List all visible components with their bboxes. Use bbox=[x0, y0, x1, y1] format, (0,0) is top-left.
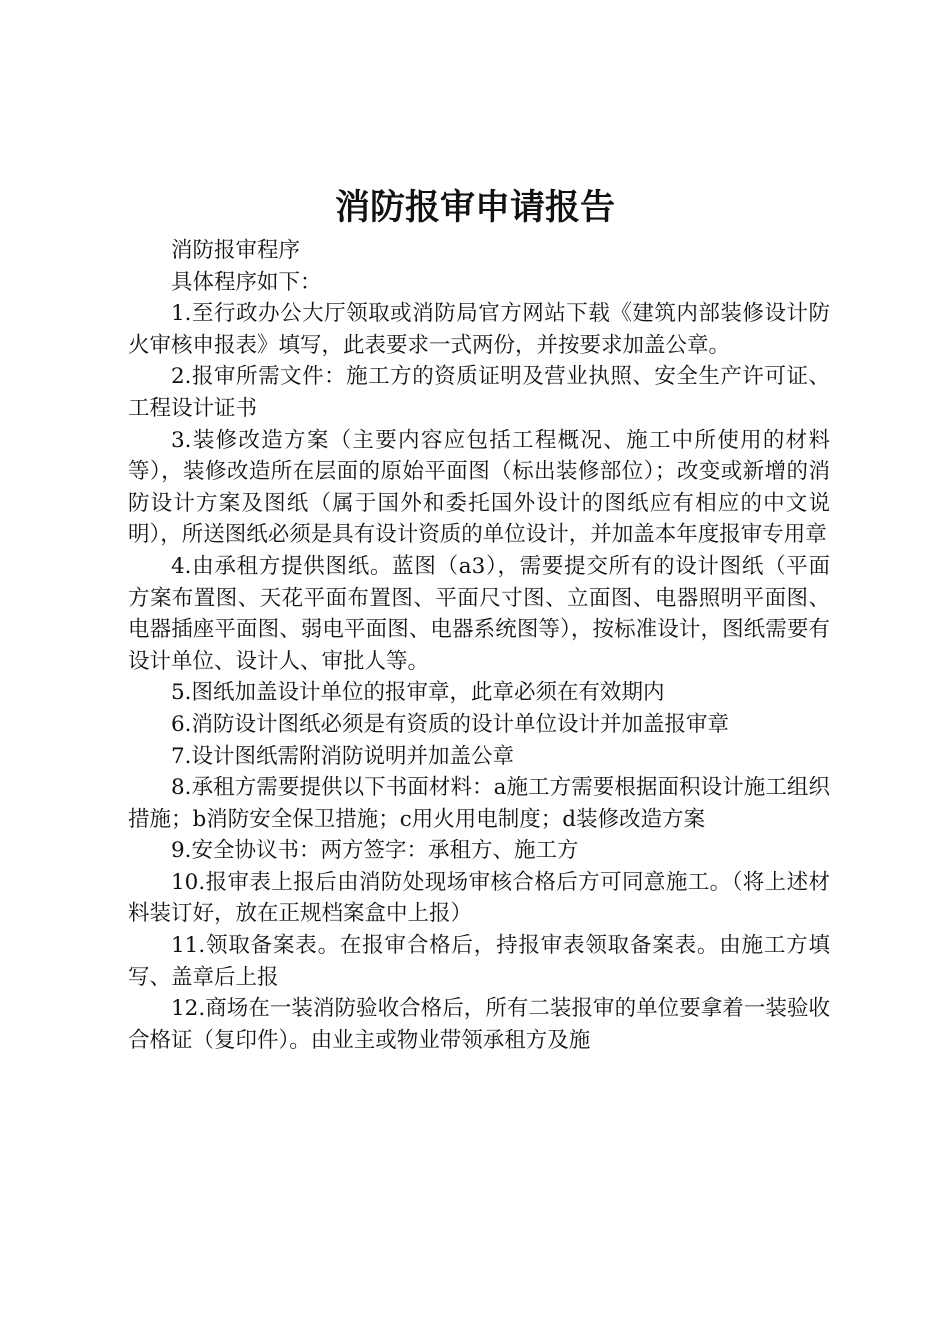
paragraph-step-6: 6.消防设计图纸必须是有资质的设计单位设计并加盖报审章 bbox=[171, 711, 730, 737]
paragraph-step-7: 7.设计图纸需附消防说明并加盖公章 bbox=[171, 743, 515, 769]
paragraph-step-12: 12.商场在一装消防验收合格后，所有二装报审的单位要拿着一装验收合格证（复印件）。由业主或物业带领承租方及施 bbox=[128, 996, 830, 1053]
paragraph-step-11: 11.领取备案表。在报审合格后，持报审表领取备案表。由施工方填写、盖章后上报 bbox=[128, 933, 830, 990]
paragraph-step-1: 1.至行政办公大厅领取或消防局官方网站下载《建筑内部装修设计防火审核申报表》填写，此表要求一式两份，并按要求加盖公章。 bbox=[128, 301, 830, 358]
paragraph-procedure-heading: 消防报审程序 bbox=[171, 238, 301, 263]
paragraph-procedure-intro: 具体程序如下： bbox=[171, 269, 322, 295]
paragraph-step-3: 3.装修改造方案（主要内容应包括工程概况、施工中所使用的材料等），装修改造所在层面的原始平面图（标出装修部位）；改变或新增的消防设计方案及图纸（属于国外和委托国外设计的图纸应有相应的中文说明），所送图纸必须是具有设计资质的单位设计，并加盖本年度报审专用章 bbox=[128, 427, 830, 548]
paragraph-step-2: 2.报审所需文件：施工方的资质证明及营业执照、安全生产许可证、工程设计证书 bbox=[128, 364, 830, 421]
paragraph-step-9: 9.安全协议书：两方签字：承租方、施工方 bbox=[171, 838, 579, 864]
paragraph-step-5: 5.图纸加盖设计单位的报审章，此章必须在有效期内 bbox=[171, 680, 665, 706]
paragraph-step-8: 8.承租方需要提供以下书面材料：a施工方需要根据面积设计施工组织措施；b消防安全保卫措施；c用火用电制度；d装修改造方案 bbox=[128, 775, 830, 832]
document-body bbox=[128, 235, 830, 1056]
document-title: 消防报审申请报告 bbox=[334, 187, 615, 228]
paragraph-step-4: 4.由承租方提供图纸。蓝图（a3），需要提交所有的设计图纸（平面方案布置图、天花平面布置图、平面尺寸图、立面图、电器照明平面图、电器插座平面图、弱电平面图、电器系统图等），按标准设计，图纸需要有设计单位、设计人、审批人等。 bbox=[128, 553, 830, 674]
paragraph-step-10: 10.报审表上报后由消防处现场审核合格后方可同意施工。（将上述材料装订好，放在正规档案盒中上报） bbox=[128, 869, 830, 927]
